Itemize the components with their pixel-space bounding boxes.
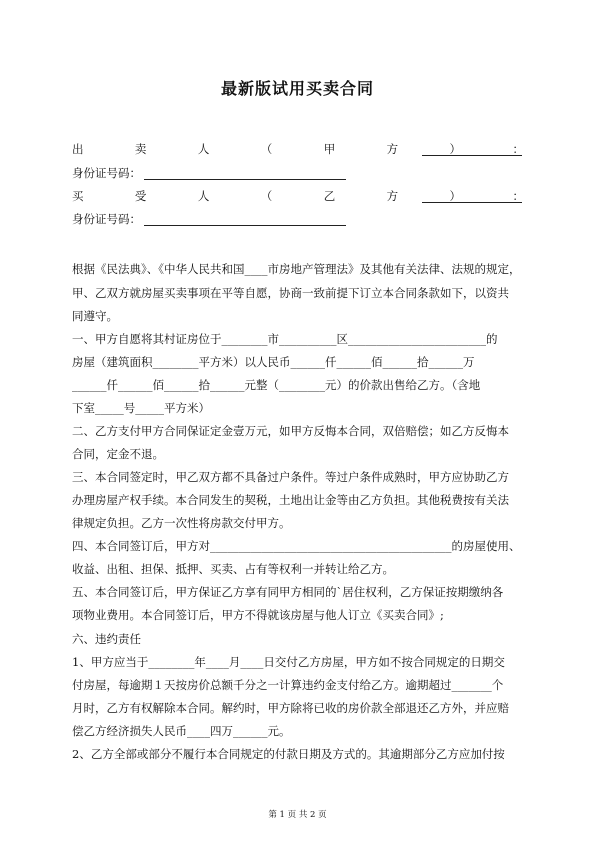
seller-id-blank: [144, 178, 346, 180]
buyer-char: 人: [197, 189, 210, 203]
seller-char: ：: [512, 142, 524, 156]
body-line: 1、甲方应当于________年____月____日交付乙方房屋，甲方如不按合同规定的日期交: [72, 655, 505, 669]
buyer-char: （: [260, 189, 273, 203]
buyer-char: 方: [386, 189, 399, 203]
seller-id-label: 身份证号码：: [72, 166, 141, 180]
buyer-char: ：: [512, 189, 524, 203]
buyer-char: 买: [72, 189, 84, 203]
body-line: 一、甲方自愿将其村证房位于________市__________区________________________的: [72, 332, 498, 346]
body-line: 房屋（建筑面积________平方米）以人民币______仟______佰______拾______万: [72, 355, 475, 369]
body-line: ______仟______佰______拾______元整（________元）的价款出售给乙方。（含地: [72, 378, 481, 392]
seller-char: 人: [197, 142, 210, 156]
body-line: 收益、出租、担保、抵押、买卖、占有等权利一并转让给乙方。: [72, 562, 394, 576]
seller-char: 卖: [134, 142, 147, 156]
body-line: 甲、乙双方就房屋买卖事项在平等自愿，协商一致前提下订立本合同条款如下，以资共: [72, 286, 509, 300]
seller-char: 甲: [323, 142, 336, 156]
buyer-name-blank: [422, 201, 522, 203]
body-line: 偿乙方经济损失人民币____四万______元。: [72, 724, 291, 738]
body-line: 四、本合同签订后，甲方对__________________________________________的房屋使用、: [72, 539, 521, 553]
body-line: 下室_____号_____平方米）: [72, 401, 210, 415]
body-line: 二、乙方支付甲方合同保证定金壹万元，如甲方反悔本合同，双倍赔偿；如乙方反悔本: [72, 424, 509, 438]
buyer-char: ）: [449, 189, 462, 203]
seller-name-blank: [422, 154, 522, 156]
section-heading: 六、违约责任: [72, 632, 141, 646]
body-line: 同遵守。: [72, 309, 118, 323]
body-line: 2、乙方全部或部分不履行本合同规定的付款日期及方式的。其逾期部分乙方应加付按: [72, 747, 505, 761]
buyer-id-label: 身份证号码：: [72, 212, 141, 226]
page-number: 第 1 页 共 2 页: [268, 810, 327, 820]
document-title: 最新版试用买卖合同: [220, 79, 374, 98]
buyer-id-blank: [144, 224, 346, 226]
body-line: 办理房屋产权手续。本合同发生的契税，土地出让金等由乙方负担。其他税费按有关法: [72, 493, 509, 507]
seller-char: ）: [449, 142, 462, 156]
body-line: 付房屋，每逾期１天按房价总额千分之一计算违约金支付给乙方。逾期超过_______个: [72, 678, 504, 692]
body-line: 律规定负担。乙方一次性将房款交付甲方。: [72, 516, 291, 530]
seller-char: 出: [72, 142, 84, 156]
body-line: 项物业费用。本合同签订后，甲方不得就该房屋与他人订立《买卖合同》;: [72, 608, 444, 622]
buyer-char: 受: [134, 189, 147, 203]
buyer-char: 乙: [323, 189, 336, 203]
seller-char: 方: [386, 142, 399, 156]
body-line: 五、本合同签订后，甲方保证乙方享有同甲方相同的`居住权利，乙方保证按期缴纳各: [72, 585, 504, 599]
body-line: 合同，定金不退。: [72, 447, 164, 461]
body-line: 根据《民法典》、《中华人民共和国____市房地产管理法》及其他有关法律、法规的规定，: [72, 262, 521, 276]
body-line: 月时，乙方有权解除本合同。解约时，甲方除将已收的房价款全部退还乙方外，并应赔: [72, 701, 509, 715]
seller-char: （: [260, 142, 273, 156]
body-line: 三、本合同签定时，甲乙双方都不具备过户条件。等过户条件成熟时，甲方应协助乙方: [72, 470, 509, 484]
